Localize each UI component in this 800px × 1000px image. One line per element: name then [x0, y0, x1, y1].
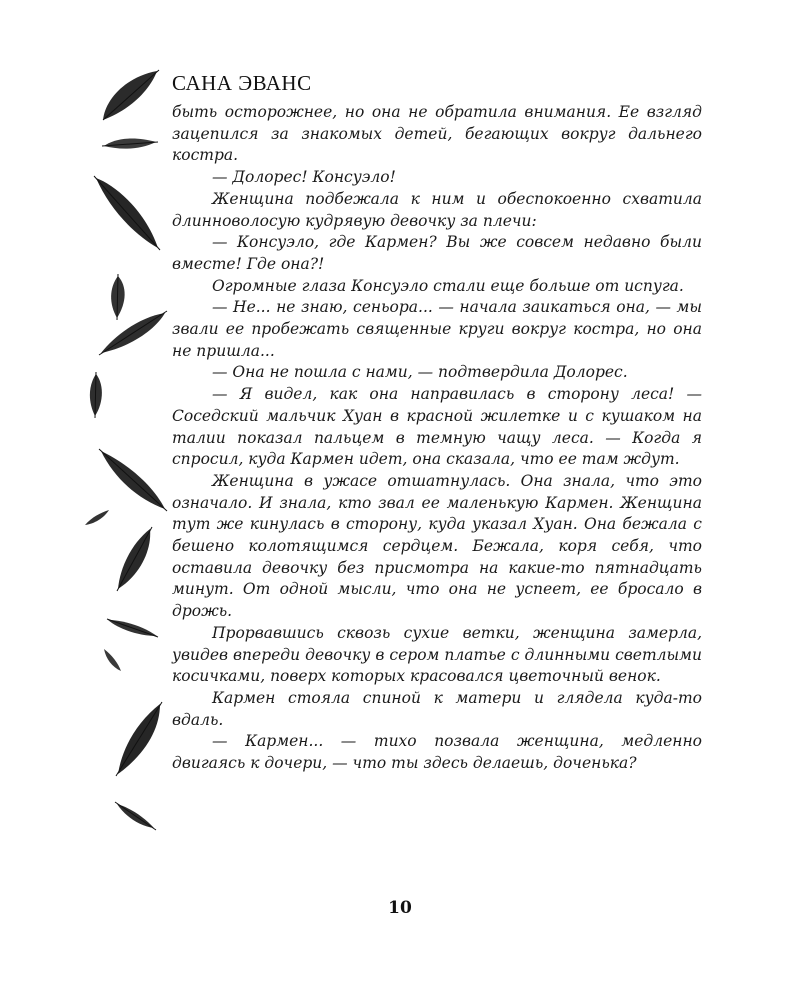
feather-icon — [112, 700, 167, 780]
feather-icon — [84, 370, 109, 420]
paragraph: — Кармен... — тихо позвала женщина, медленно двигаясь к дочери, — что ты здесь делаешь, доченька? — [172, 732, 702, 773]
feather-icon — [90, 170, 165, 255]
paragraph: — Консуэло, где Кармен? Вы же совсем недавно были вместе! Где она?! — [172, 233, 702, 273]
feather-icon — [112, 525, 157, 595]
paragraph: Женщина в ужасе отшатнулась. Она знала, что это означало. И знала, кто звал ее маленькую Кармен. Женщина тут же кинулась в сторону, куда указал Хуан. Она бежала с бешено колотящимся сердцем. Бежала, коря себя, что оставила девочку без присмотра на какие-то пятнадцать минут. От одной мысли, что она не успеет, ее бросало в дрожь. — [172, 471, 702, 621]
paragraph: — Я видел, как она направилась в сторону леса! — Соседский мальчик Хуан в красной жилетке и с кушаком на талии показал пальцем в темную чащу леса. — Когда я спросил, куда Кармен идет, она сказала, что ее там ждут. — [172, 385, 702, 469]
feather-icon — [100, 645, 125, 675]
feather-icon — [95, 305, 170, 360]
paragraph: — Она не пошла с нами, — подтвердила Долорес. — [212, 363, 628, 382]
paragraph: быть осторожнее, но она не обратила внимания. Ее взгляд зацепился за знакомых детей, бегающих вокруг дальнего костра. — [172, 103, 702, 165]
body-text — [172, 102, 702, 775]
paragraph: Кармен стояла спиной к матери и глядела куда-то вдаль. — [172, 688, 702, 729]
feather-icon — [113, 798, 158, 833]
paragraph: — Долорес! Консуэло! — [212, 168, 396, 187]
paragraph: Огромные глаза Консуэло стали еще больше от испуга. — [212, 276, 684, 295]
feather-icon — [105, 612, 160, 642]
feather-icon — [82, 505, 112, 530]
page-number: 10 — [388, 898, 412, 918]
paragraph: Женщина подбежала к ним и обеспокоенно схватила длинноволосую кудрявую девочку за плечи: — [172, 189, 702, 230]
feather-icon — [95, 65, 165, 125]
paragraph: — Не... не знаю, сеньора... — начала заикаться она, — мы звали ее пробежать священные круги вокруг костра, но она не пришла... — [172, 298, 702, 360]
feather-icon — [100, 128, 160, 158]
running-header-author: САНА ЭВАНС — [172, 71, 312, 95]
paragraph: Прорвавшись сквозь сухие ветки, женщина замерла, увидев впереди девочку в сером платье с длинными светлыми косичками, поверх которых красовался цветочный венок. — [172, 623, 702, 686]
